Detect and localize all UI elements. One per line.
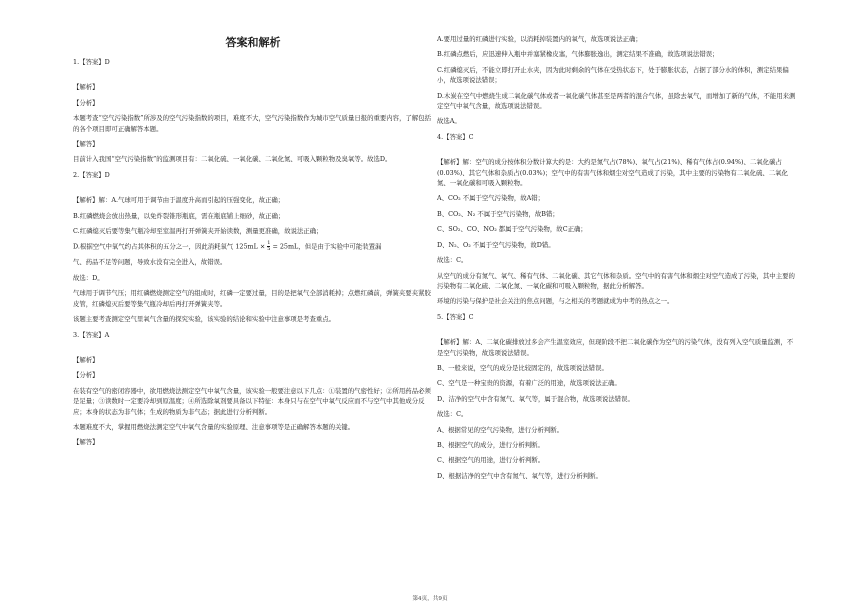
paragraph: D、洁净的空气中含有氮气、氧气等，属于混合物，故选项说法错误。 — [437, 394, 634, 403]
paragraph: 【解析】解：空气的成分按体积分数计算大约是：大约是氮气占(78%)、氧气占(21%)、稀有气体占(0.94%)、二氧化碳占(0.03%)、其它气体和杂质占(0.03%)；空气中的有害气体和烟尘对空气造成了污染，其中主要的污染物有二氧化硫、二氧化氮、一氧化碳和可吸入颗粒物。 — [437, 158, 788, 188]
paragraph: B、一般来说，空气的成分是比较固定的，故选项说法错误。 — [437, 363, 608, 372]
paragraph: 【解析】 — [73, 355, 99, 364]
paragraph: 故选A。 — [437, 117, 461, 126]
paragraph: B、CO₂、N₂ 不属于空气污染物，故B错； — [437, 209, 559, 218]
fraction-numerator: 1 — [267, 240, 271, 247]
paragraph: B.红磷燃烧会放出热量，以免炸裂锥形瓶底，需在瓶底铺上细砂，故正确； — [73, 211, 285, 220]
page-footer: 第4页，共9页 — [412, 596, 448, 602]
paragraph: B、根据空气的成分，进行分析判断。 — [437, 440, 544, 449]
paragraph: 【分析】 — [73, 98, 99, 107]
fraction-denominator: 5 — [267, 246, 271, 253]
paragraph: 故选：C。 — [437, 256, 468, 265]
paragraph: 目前计入我国“空气污染指数”的监测项目有：二氧化硫、一氧化碳、二氧化氮、可吸入颗粒物及臭氧等。故选D。 — [73, 155, 392, 164]
paragraph: 5.【答案】C — [437, 312, 474, 321]
paragraph: 【解答】 — [73, 438, 99, 447]
paragraph: 3.【答案】A — [73, 330, 110, 339]
document-title: 答案和解析 — [225, 36, 281, 49]
paragraph: 环境的污染与保护是社会关注的焦点问题，与之相关的考题就成为中考的热点之一。 — [437, 297, 674, 306]
spacer — [73, 185, 433, 195]
paragraph: D、根据洁净的空气中含有氮气、氧气等，进行分析判断。 — [437, 471, 602, 480]
formula-paragraph — [73, 241, 433, 252]
paragraph: 【解析】解：A.气球可用于调节由于温度升高而引起的压强变化，故正确； — [73, 196, 285, 205]
spacer — [73, 345, 433, 355]
paragraph: A、根据常见的空气污染物，进行分析判断。 — [437, 425, 564, 434]
paragraph: 【分析】 — [73, 371, 99, 380]
paragraph: C、SO₂、CO、NO₂ 都属于空气污染物，故C正确； — [437, 225, 587, 234]
left-column — [73, 34, 433, 453]
paragraph: 【解答】 — [73, 140, 99, 149]
paragraph: 从空气的成分有氮气、氧气、稀有气体、二氧化碳、其它气体和杂质。空气中的有害气体和烟尘对空气造成了污染，其中主要的污染物有二氧化硫、二氧化氮、一氧化碳和可吸入颗粒物，据此分析解答。 — [437, 271, 795, 290]
paragraph: 1.【答案】D — [73, 58, 110, 66]
paragraph: 【解析】解：A、二氧化碳排放过多会产生温室效应，但现阶段不把二氧化碳作为空气的污染气体，没有列入空气质量监测，不是空气污染物，故选项说法错误。 — [437, 338, 794, 357]
paragraph: 故选：C。 — [437, 410, 468, 419]
spacer — [437, 147, 797, 157]
formula-after: = 25mL，但是由于实验中可能装置漏 — [270, 242, 382, 251]
paragraph: 该题主要考查测定空气里氧气含量的探究实验，该实验的结论和实验中注意事项是考查重点。 — [73, 315, 336, 324]
paragraph: 2.【答案】D — [73, 170, 110, 179]
paragraph: 4.【答案】C — [437, 132, 474, 141]
paragraph: 本题难度不大，掌握用燃烧法测定空气中氧气含量的实验原理、注意事项等是正确解答本题的关键。 — [73, 422, 355, 431]
paragraph: C.红磷熄灭后，不能立即打开止水夹，因为此时剩余的气体在受热状态下，处于膨胀状态，占据了部分水的体积，测定结果偏小，故选项说法错误； — [437, 65, 789, 85]
paragraph: C、根据空气的用途，进行分析判断。 — [437, 456, 545, 465]
spacer — [73, 72, 433, 82]
formula-before: D.根据空气中氧气约占其体积的五分之一，因此消耗氧气 125mL × — [73, 242, 268, 251]
paragraph: C.红磷熄灭后要等集气瓶冷却至室温再打开弹簧夹开始读数，测量更准确，故说法正确； — [73, 227, 323, 236]
paragraph: C、空气是一种宝贵的资源，有着广泛的用途，故选项说法正确。 — [437, 379, 621, 388]
right-body — [437, 34, 797, 481]
left-body — [73, 57, 433, 448]
paragraph: D.木炭在空气中燃烧生成二氧化碳气体或者一氧化碳气体甚至是两者的混合气体，虽除去氧气，而增加了新的气体，不能用来测定空气中氧气含量，故选项说法错误。 — [437, 91, 796, 111]
paragraph: A、CO₂ 不属于空气污染物，故A错； — [437, 194, 545, 203]
paragraph: D、N₂、O₂ 不属于空气污染物，故D错。 — [437, 240, 555, 249]
paragraph: 在装有空气的密闭容器中，欲用燃烧法测定空气中氧气含量，该实验一般要注意以下几点：①装置的气密性好；②所用药品必须是足量；③读数时一定要冷却到原温度；④所选除氧剂要具备以下特征：本身只与在空气中氧气反应而不与空气中其他成分反应；本身的状态为非气体；生成的物质为非气态；据此进行分析判断。 — [73, 386, 431, 416]
paragraph: 气球用于调节气压；用红磷燃烧测定空气的组成时，红磷一定要过量，目的是把氧气全部消耗掉；点燃红磷前，弹簧夹要夹紧胶皮管，红磷熄灭后要等集气瓶冷却后再打开弹簧夹等。 — [73, 289, 431, 308]
paragraph: 气、药品不足等问题，导致水没有完全进入，故错误。 — [73, 258, 227, 267]
spacer — [437, 327, 797, 337]
paragraph: B.红磷点燃后，应迅速伸入瓶中并塞紧橡皮塞，气体膨胀逸出，测定结果不准确，故选项说法错误； — [437, 50, 719, 59]
paragraph: 【解析】 — [73, 83, 99, 92]
right-column — [437, 34, 797, 486]
paragraph: A.要用过量的红磷进行实验，以消耗掉装置内的氧气，故选项说法正确； — [437, 35, 642, 43]
paragraph: 故选：D。 — [73, 273, 104, 282]
paragraph: 本题考查“空气污染指数”所涉及的空气污染指数的项目，难度不大，空气污染指数作为城市空气质量日报的重要内容，了解包括的各个项目即可正确解答本题。 — [73, 114, 432, 133]
